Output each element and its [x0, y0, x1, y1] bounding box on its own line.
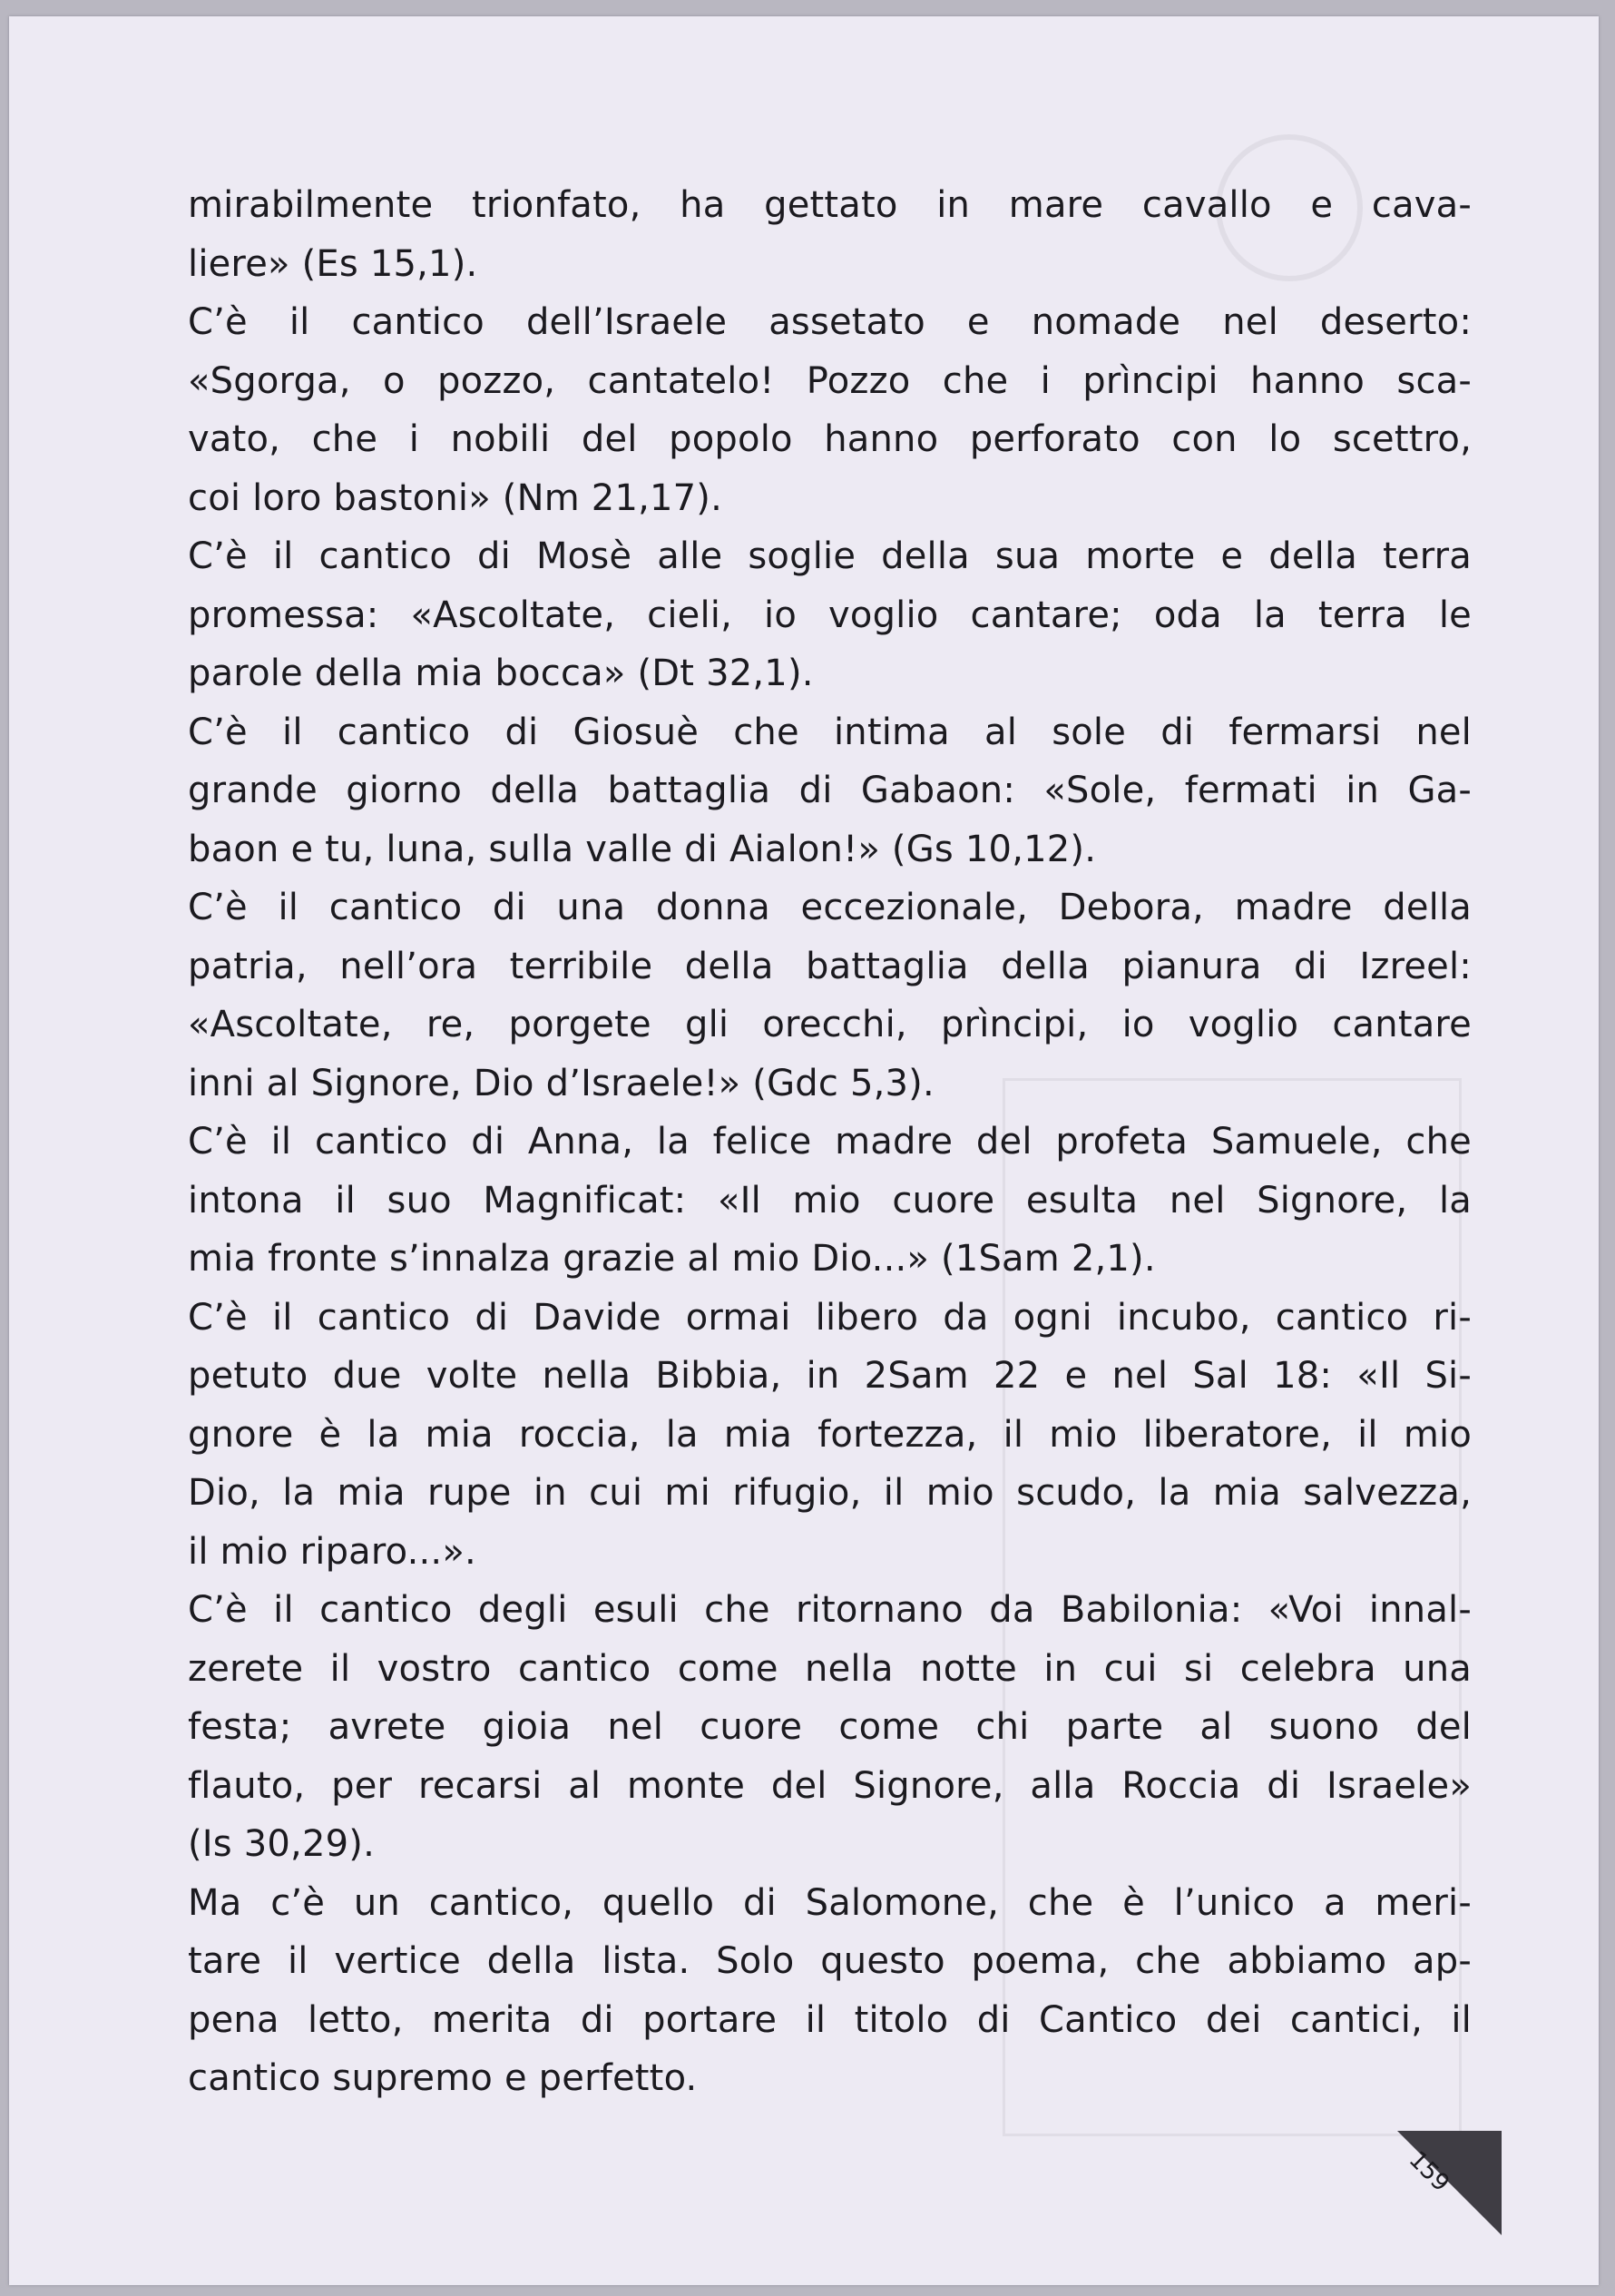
- text-line: C’è il cantico di Mosè alle soglie della sua morte e della terra: [188, 535, 1472, 577]
- text-line: patria, nell’ora terribile della battaglia della pianura di Izreel:: [188, 945, 1472, 987]
- text-line: il mio riparo...».: [188, 1530, 476, 1573]
- text-line: C’è il cantico di Anna, la felice madre del profeta Samuele, che: [188, 1121, 1472, 1163]
- text-line: C’è il cantico di Giosuè che intima al sole di fermarsi nel: [188, 711, 1472, 753]
- body-text: [188, 176, 1472, 2108]
- text-line: C’è il cantico di una donna eccezionale, Debora, madre della: [188, 887, 1472, 928]
- text-line: festa; avrete gioia nel cuore come chi parte al suono del: [188, 1706, 1472, 1748]
- text-line: cantico supremo e perfetto.: [188, 2057, 698, 2099]
- text-line: baon e tu, luna, sulla valle di Aialon!» (Gs 10,12).: [188, 828, 1097, 870]
- text-line: coi loro bastoni» (Nm 21,17).: [188, 476, 723, 519]
- text-line: vato, che i nobili del popolo hanno perforato con lo scettro,: [188, 418, 1472, 460]
- text-line: mirabilmente trionfato, ha gettato in mare cavallo e cava-: [188, 184, 1472, 226]
- text-line: flauto, per recarsi al monte del Signore, alla Roccia di Israele»: [188, 1764, 1472, 1807]
- text-line: «Sgorga, o pozzo, cantatelo! Pozzo che i prìncipi hanno sca-: [188, 359, 1472, 402]
- text-line: intona il suo Magnificat: «Il mio cuore esulta nel Signore, la: [188, 1179, 1472, 1222]
- text-line: tare il vertice della lista. Solo questo poema, che abbiamo ap-: [188, 1940, 1472, 1982]
- text-line: C’è il cantico dell’Israele assetato e nomade nel deserto:: [188, 301, 1472, 343]
- text-line: Dio, la mia rupe in cui mi rifugio, il mio scudo, la mia salvezza,: [188, 1472, 1472, 1514]
- text-line: promessa: «Ascoltate, cieli, io voglio cantare; oda la terra le: [188, 594, 1472, 636]
- text-line: «Ascoltate, re, porgete gli orecchi, prìncipi, io voglio cantare: [188, 1004, 1472, 1045]
- text-line: inni al Signore, Dio d’Israele!» (Gdc 5,3).: [188, 1062, 935, 1104]
- text-line: C’è il cantico di Davide ormai libero da ogni incubo, cantico ri-: [188, 1296, 1472, 1339]
- text-line: liere» (Es 15,1).: [188, 242, 478, 285]
- text-line: parole della mia bocca» (Dt 32,1).: [188, 652, 814, 694]
- text-line: Ma c’è un cantico, quello di Salomone, che è l’unico a meri-: [188, 1881, 1472, 1924]
- page-sheet: [9, 16, 1599, 2285]
- text-line: petuto due volte nella Bibbia, in 2Sam 22 e nel Sal 18: «Il Si-: [188, 1355, 1472, 1397]
- text-line: zerete il vostro cantico come nella notte in cui si celebra una: [188, 1647, 1472, 1690]
- text-line: (Is 30,29).: [188, 1823, 375, 1865]
- text-line: grande giorno della battaglia di Gabaon: «Sole, fermati in Ga-: [188, 770, 1472, 811]
- text-line: pena letto, merita di portare il titolo di Cantico dei cantici, il: [188, 1998, 1472, 2041]
- text-line: gnore è la mia roccia, la mia fortezza, il mio liberatore, il mio: [188, 1413, 1472, 1456]
- text-line: mia fronte s’innalza grazie al mio Dio...» (1Sam 2,1).: [188, 1238, 1156, 1280]
- page-number: 159: [1403, 2145, 1455, 2198]
- text-line: C’è il cantico degli esuli che ritornano da Babilonia: «Voi innal-: [188, 1589, 1472, 1631]
